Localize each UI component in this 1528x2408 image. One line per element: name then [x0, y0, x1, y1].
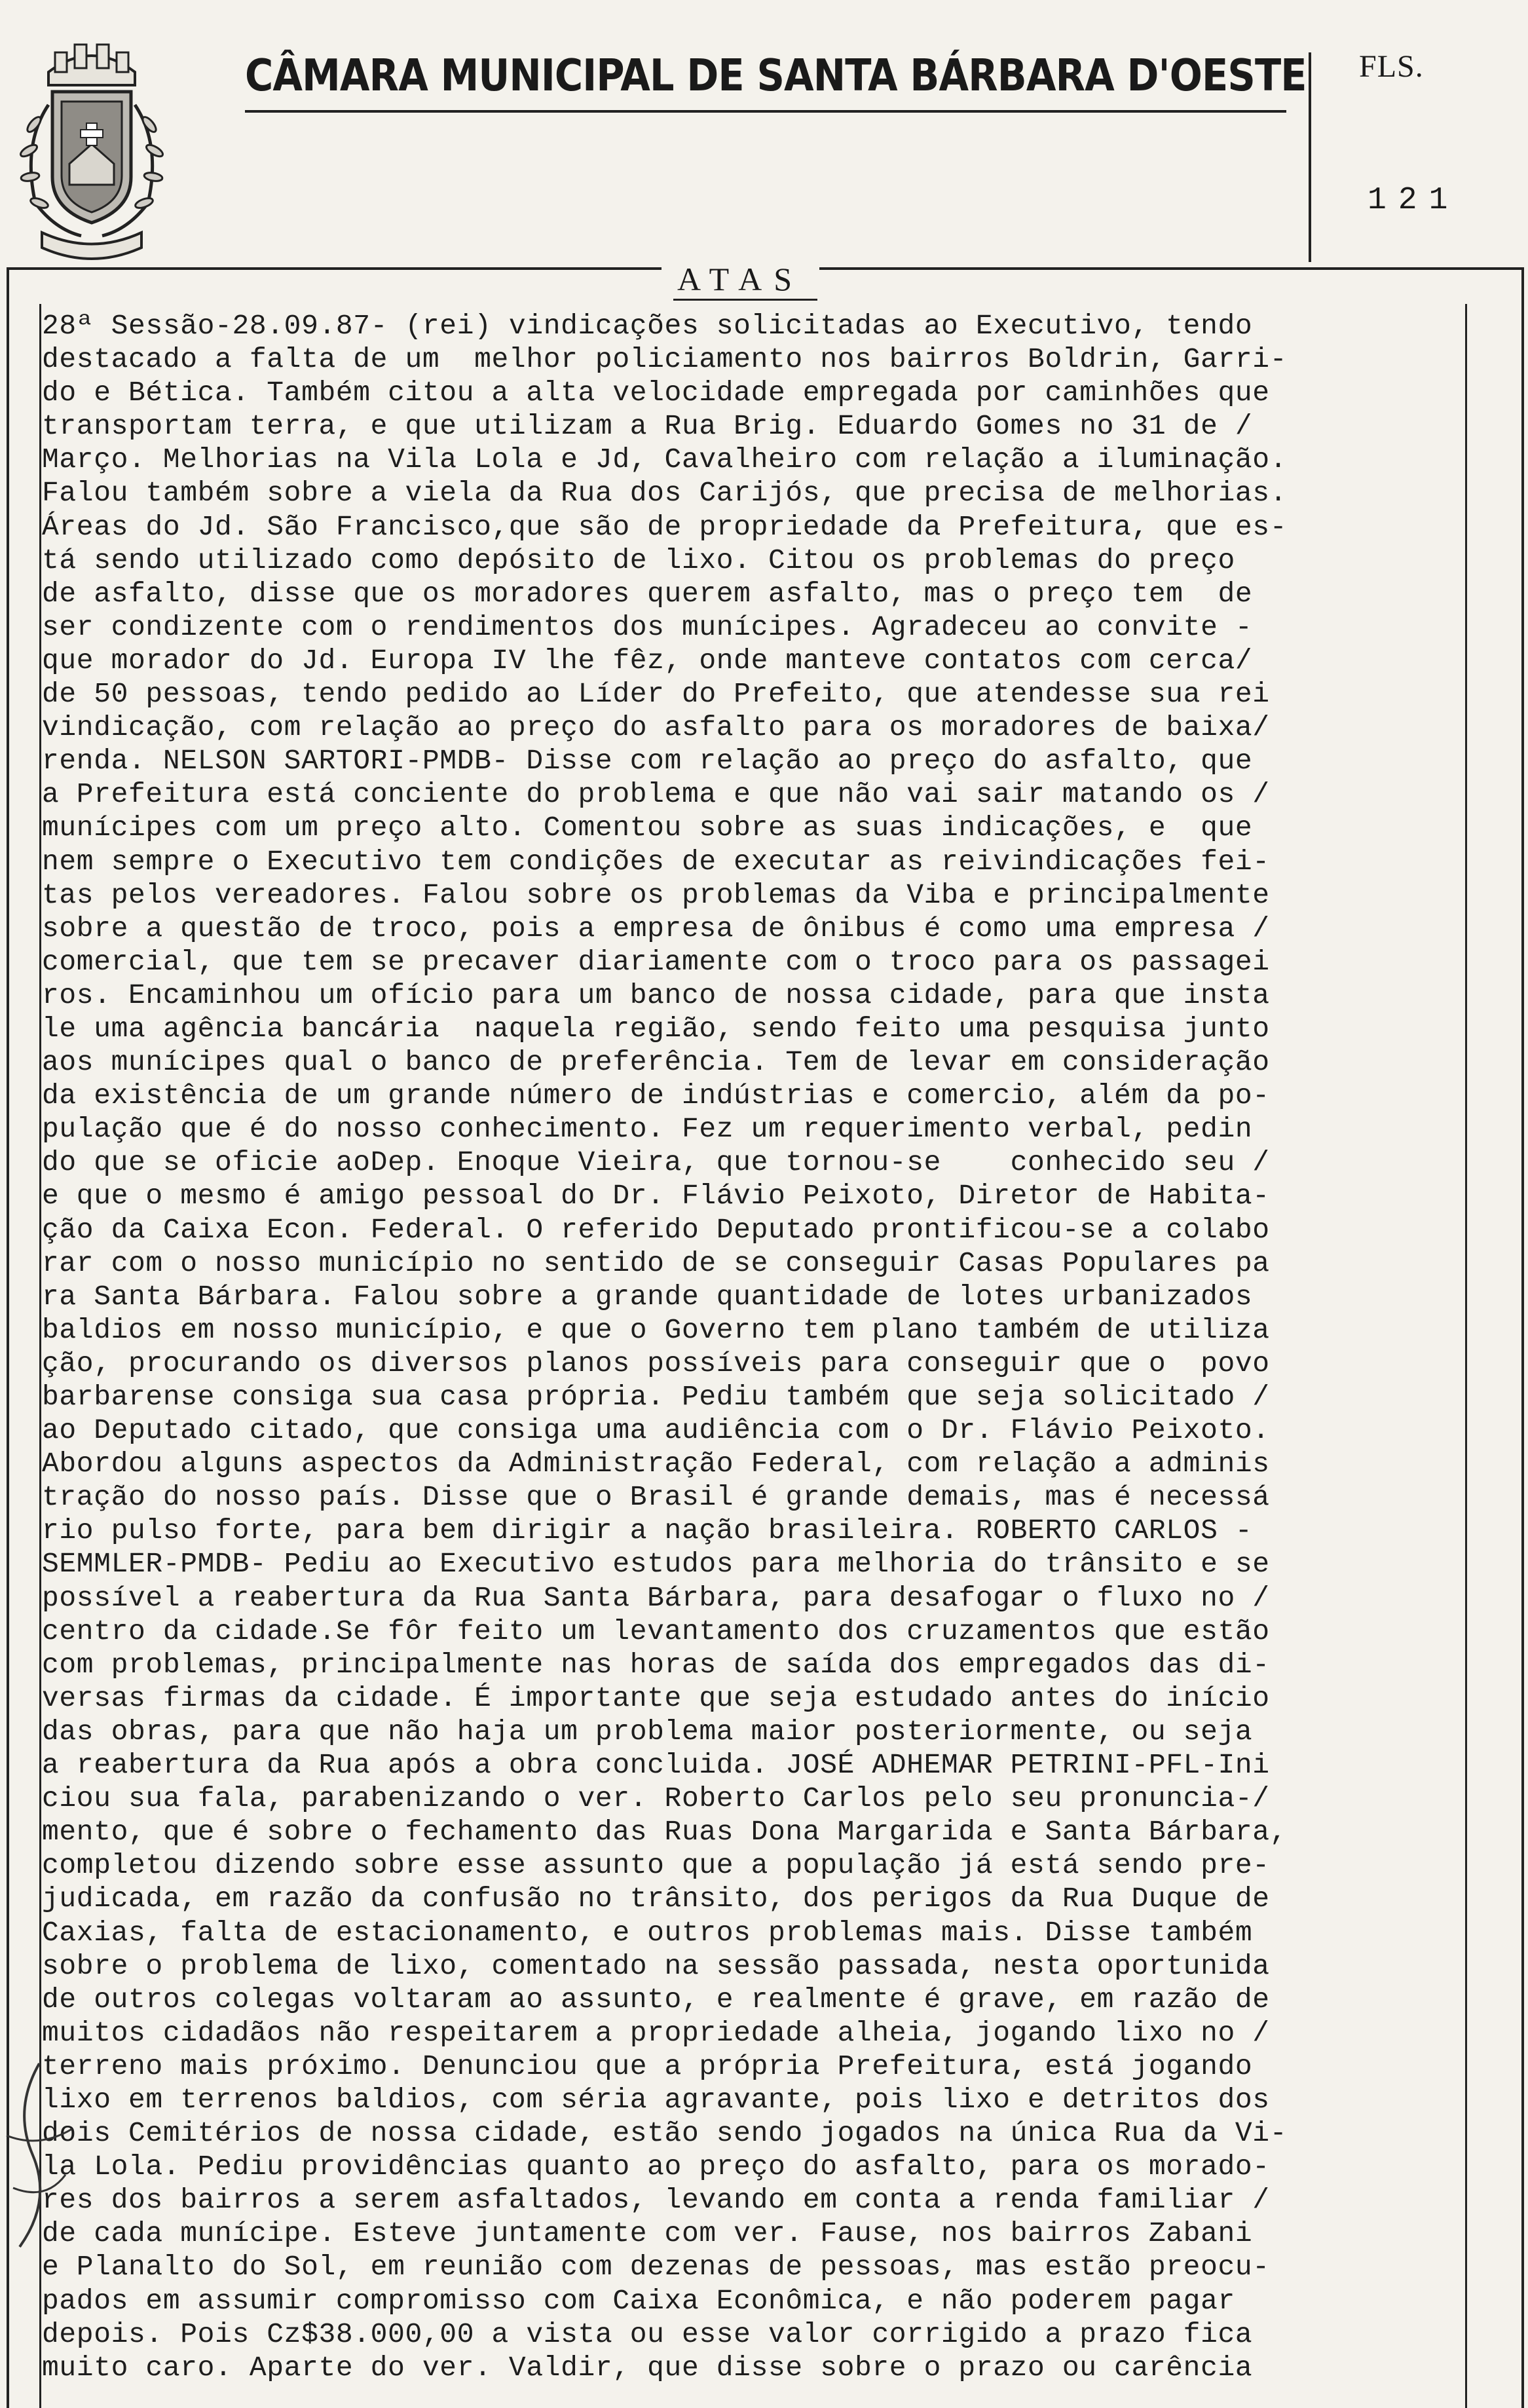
text-line: dois Cemitérios de nossa cidade, estão sendo jogados na única Rua da Vi- — [42, 2117, 1288, 2150]
text-line: destacado a falta de um melhor policiamento nos bairros Boldrin, Garri- — [42, 343, 1288, 376]
text-line: tá sendo utilizado como depósito de lixo. Citou os problemas do preço — [42, 544, 1235, 576]
text-line: Falou também sobre a viela da Rua dos Carijós, que precisa de melhorias. — [42, 477, 1288, 510]
text-line: que morador do Jd. Europa IV lhe fêz, onde manteve contatos com cerca/ — [42, 644, 1253, 677]
text-line: de 50 pessoas, tendo pedido ao Líder do Prefeito, que atendesse sua rei — [42, 678, 1270, 711]
text-line: Março. Melhorias na Vila Lola e Jd, Cavalheiro com relação a iluminação. — [42, 443, 1288, 476]
text-line: ciou sua fala, parabenizando o ver. Roberto Carlos pelo seu pronuncia-/ — [42, 1782, 1270, 1815]
text-line: da existência de um grande número de indústrias e comercio, além da po- — [42, 1080, 1270, 1112]
text-line: do que se oficie aoDep. Enoque Vieira, que tornou-se conhecido seu / — [42, 1146, 1270, 1179]
text-line: completou dizendo sobre esse assunto que a população já está sendo pre- — [42, 1849, 1270, 1882]
page-header-title: CÂMARA MUNICIPAL DE SANTA BÁRBARA D'OESTE — [245, 50, 1307, 101]
text-line: la Lola. Pediu providências quanto ao preço do asfalto, para os morado- — [42, 2151, 1270, 2183]
section-title-underline — [673, 299, 817, 301]
text-line: ção da Caixa Econ. Federal. O referido Deputado prontificou-se a colabo — [42, 1213, 1270, 1246]
fls-label: FLS. — [1359, 49, 1424, 84]
text-line: 28ª Sessão-28.09.87- (rei) vindicações solicitadas ao Executivo, tendo — [42, 310, 1253, 342]
text-line: aos munícipes qual o banco de preferência. Tem de levar em consideração — [42, 1046, 1270, 1079]
text-line: judicada, em razão da confusão no trânsito, dos perigos da Rua Duque de — [42, 1883, 1270, 1915]
page-number: 121 — [1368, 183, 1460, 218]
text-line: muitos cidadãos não respeitarem a propriedade alheia, jogando lixo no / — [42, 2016, 1270, 2049]
text-line: le uma agência bancária naquela região, sendo feito uma pesquisa junto — [42, 1012, 1270, 1045]
text-line: pulação que é do nosso conhecimento. Fez um requerimento verbal, pedin — [42, 1113, 1253, 1146]
header-vertical-rule — [1309, 52, 1311, 262]
text-line: Caxias, falta de estacionamento, e outros problemas mais. Disse também — [42, 1916, 1253, 1949]
text-line: versas firmas da cidade. É importante que seja estudado antes do início — [42, 1682, 1270, 1714]
text-line: possível a reabertura da Rua Santa Bárbara, para desafogar o fluxo no / — [42, 1581, 1270, 1614]
text-line: rio pulso forte, para bem dirigir a nação brasileira. ROBERTO CARLOS - — [42, 1514, 1253, 1547]
minutes-body — [42, 309, 1470, 2384]
text-line: nem sempre o Executivo tem condições de executar as reivindicações fei- — [42, 845, 1270, 878]
text-line: lixo em terrenos baldios, com séria agravante, pois lixo e detritos dos — [42, 2083, 1270, 2116]
text-line: muito caro. Aparte do ver. Valdir, que disse sobre o prazo ou carência — [42, 2351, 1253, 2384]
text-line: sobre o problema de lixo, comentado na sessão passada, nesta oportunida — [42, 1949, 1270, 1982]
text-line: tas pelos vereadores. Falou sobre os problemas da Viba e principalmente — [42, 878, 1270, 911]
text-line: baldios em nosso município, e que o Governo tem plano também de utiliza — [42, 1313, 1270, 1346]
text-line: terreno mais próximo. Denunciou que a própria Prefeitura, está jogando — [42, 2050, 1253, 2082]
text-line: depois. Pois Cz$38.000,00 a vista ou esse valor corrigido a prazo fica — [42, 2318, 1253, 2350]
text-line: munícipes com um preço alto. Comentou sobre as suas indicações, e que — [42, 812, 1253, 844]
text-line: com problemas, principalmente nas horas de saída dos empregados das di- — [42, 1648, 1270, 1681]
text-line: ros. Encaminhou um ofício para um banco de nossa cidade, para que insta — [42, 979, 1270, 1011]
text-line: de cada munícipe. Esteve juntamente com ver. Fause, nos bairros Zabani — [42, 2217, 1253, 2250]
text-line: ção, procurando os diversos planos possíveis para conseguir que o povo — [42, 1347, 1270, 1380]
text-line: ra Santa Bárbara. Falou sobre a grande quantidade de lotes urbanizados — [42, 1280, 1253, 1313]
text-line: comercial, que tem se precaver diariamente com o troco para os passagei — [42, 945, 1270, 978]
section-title: ATAS — [662, 259, 819, 299]
municipal-coat-of-arms-icon — [9, 13, 174, 262]
text-line: ao Deputado citado, que consiga uma audiência com o Dr. Flávio Peixoto. — [42, 1414, 1270, 1447]
text-line: mento, que é sobre o fechamento das Ruas Dona Margarida e Santa Bárbara, — [42, 1816, 1288, 1849]
text-line: Áreas do Jd. São Francisco,que são de propriedade da Prefeitura, que es- — [42, 510, 1288, 543]
text-line: do e Bética. Também citou a alta velocidade empregada por caminhões que — [42, 377, 1270, 409]
text-line: pados em assumir compromisso com Caixa Econômica, e não poderem pagar — [42, 2284, 1235, 2317]
text-line: e Planalto do Sol, em reunião com dezenas de pessoas, mas estão preocu- — [42, 2251, 1270, 2284]
text-line: renda. NELSON SARTORI-PMDB- Disse com relação ao preço do asfalto, que — [42, 745, 1253, 778]
text-line: a reabertura da Rua após a obra concluida. JOSÉ ADHEMAR PETRINI-PFL-Ini — [42, 1749, 1270, 1782]
text-line: ser condizente com o rendimentos dos munícipes. Agradeceu ao convite - — [42, 611, 1253, 643]
text-line: SEMMLER-PMDB- Pediu ao Executivo estudos para melhoria do trânsito e se — [42, 1548, 1270, 1581]
text-line: das obras, para que não haja um problema maior posteriormente, ou seja — [42, 1715, 1253, 1748]
text-line: res dos bairros a serem asfaltados, levando em conta a renda familiar / — [42, 2184, 1270, 2217]
text-line: barbarense consiga sua casa própria. Pediu também que seja solicitado / — [42, 1381, 1270, 1413]
text-line: tração do nosso país. Disse que o Brasil é grande demais, mas é necessá — [42, 1481, 1270, 1514]
text-line: a Prefeitura está conciente do problema e que não vai sair matando os / — [42, 778, 1270, 811]
text-line: rar com o nosso município no sentido de se conseguir Casas Populares pa — [42, 1247, 1270, 1279]
text-line: transportam terra, e que utilizam a Rua Brig. Eduardo Gomes no 31 de / — [42, 410, 1253, 443]
text-line: e que o mesmo é amigo pessoal do Dr. Flávio Peixoto, Diretor de Habita- — [42, 1180, 1270, 1213]
text-line: centro da cidade.Se fôr feito um levantamento dos cruzamentos que estão — [42, 1615, 1270, 1647]
header-underline — [245, 110, 1286, 113]
text-line: Abordou alguns aspectos da Administração Federal, com relação a adminis — [42, 1448, 1270, 1480]
text-line: vindicação, com relação ao preço do asfalto para os moradores de baixa/ — [42, 711, 1270, 744]
text-line: sobre a questão de troco, pois a empresa de ônibus é como uma empresa / — [42, 912, 1270, 945]
handwritten-margin-mark-icon — [0, 2057, 79, 2253]
text-line: de outros colegas voltaram ao assunto, e realmente é grave, em razão de — [42, 1983, 1270, 2016]
text-line: de asfalto, disse que os moradores querem asfalto, mas o preço tem de — [42, 577, 1253, 610]
